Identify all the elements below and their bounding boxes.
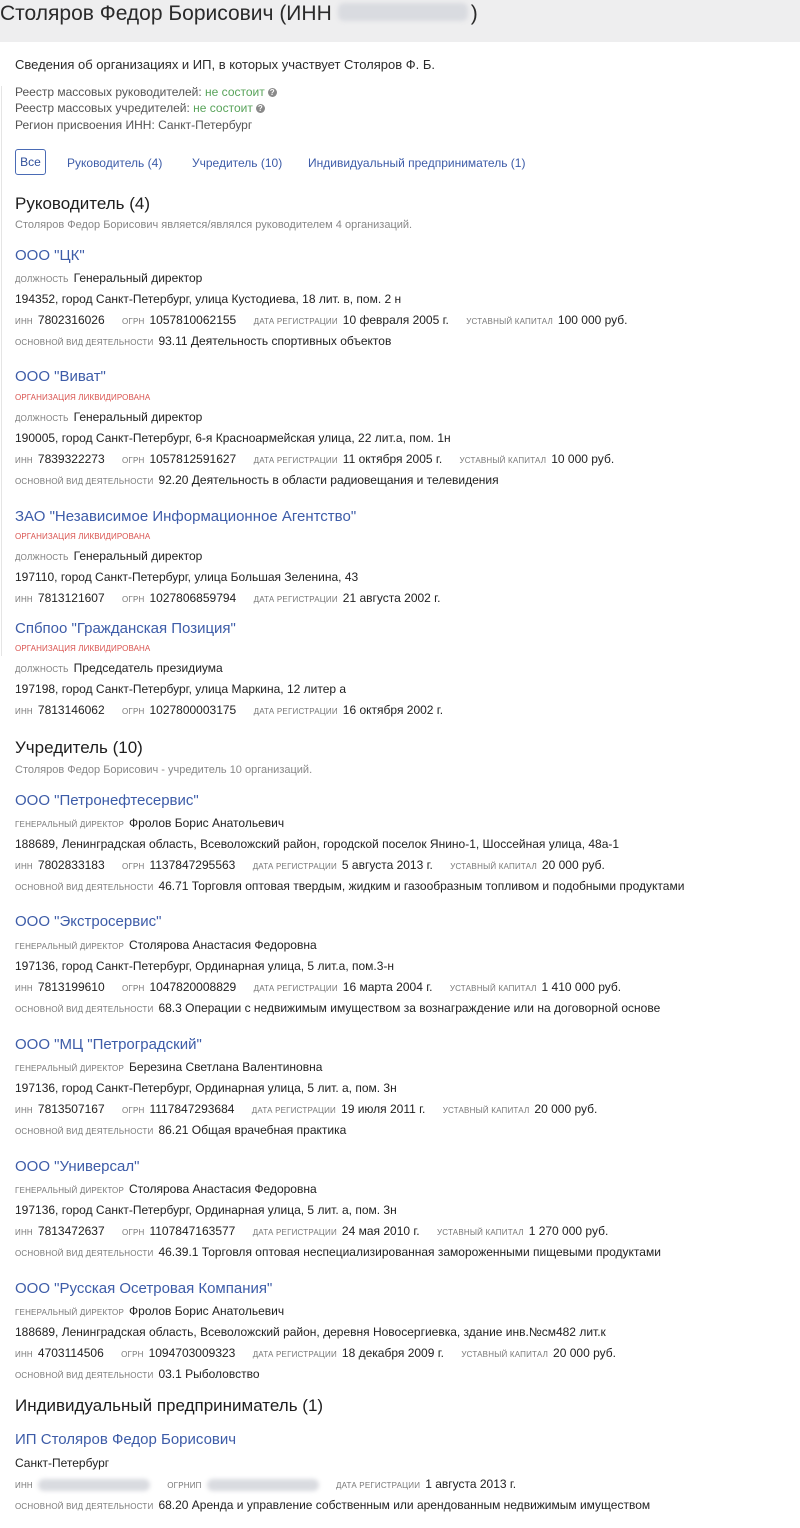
section-title-manager: Руководитель (4) [15,194,151,213]
redacted-ogrnip [207,1479,319,1491]
page-title: Столяров Федор Борисович (ИНН ) [0,2,478,25]
org-link[interactable]: ООО "Виват" [15,368,106,385]
mass-managers-status: не состоит [205,85,265,99]
ip-activity-row: ОСНОВНОЙ ВИД ДЕЯТЕЛЬНОСТИ 68.20 Аренда и управление собственным или арендованным недвижимым имуществом [15,1498,651,1512]
org-details-row: ИНН 4703114506 ОГРН 1094703009323 ДАТА РЕГИСТРАЦИИ 18 декабря 2009 г. УСТАВНЫЙ КАПИТАЛ 20 000 руб. [15,1346,616,1360]
org-activity-row: ОСНОВНОЙ ВИД ДЕЯТЕЛЬНОСТИ 92.20 Деятельность в области радиовещания и телевидения [15,473,499,487]
tab-founder[interactable]: Учредитель (10) [192,156,283,170]
liquidated-badge: ОРГАНИЗАЦИЯ ЛИКВИДИРОВАНА [15,532,151,541]
redacted-inn [38,1479,150,1491]
org-details-row: ИНН 7813146062 ОГРН 1027800003175 ДАТА РЕГИСТРАЦИИ 16 октября 2002 г. [15,703,444,717]
help-icon[interactable]: ? [256,104,265,113]
tab-all[interactable]: Все [15,149,46,175]
org-link[interactable]: ООО "ЦК" [15,247,85,264]
org-link[interactable]: Спбпоо "Гражданская Позиция" [15,620,236,637]
org-activity-row: ОСНОВНОЙ ВИД ДЕЯТЕЛЬНОСТИ 93.11 Деятельность спортивных объектов [15,334,392,348]
main-content [0,42,800,1528]
org-address: 188689, Ленинградская область, Всеволожский район, деревня Новосергиевка, здание инв.№см482 лит.к [15,1325,606,1339]
inn-region: Регион присвоения ИНН: Санкт-Петербург [15,118,253,132]
mass-founders-row: Реестр массовых учредителей: не состоит ? [15,101,265,115]
org-position-row: ДОЛЖНОСТЬ Председатель президиума [15,661,223,675]
section-subtitle-founder: Столяров Федор Борисович - учредитель 10 организаций. [15,764,313,776]
liquidated-badge: ОРГАНИЗАЦИЯ ЛИКВИДИРОВАНА [15,644,151,653]
org-position-row: ДОЛЖНОСТЬ Генеральный директор [15,410,203,424]
org-details-row: ИНН 7802833183 ОГРН 1137847295563 ДАТА РЕГИСТРАЦИИ 5 августа 2013 г. УСТАВНЫЙ КАПИТАЛ 20 000 руб. [15,858,605,872]
mass-managers-row: Реестр массовых руководителей: не состоит ? [15,85,277,99]
org-activity-row: ОСНОВНОЙ ВИД ДЕЯТЕЛЬНОСТИ 46.39.1 Торговля оптовая неспециализированная замороженными пищевыми продуктами [15,1245,661,1259]
org-details-row: ИНН 7813199610 ОГРН 1047820008829 ДАТА РЕГИСТРАЦИИ 16 марта 2004 г. УСТАВНЫЙ КАПИТАЛ 1 410 000 руб. [15,980,622,994]
liquidated-badge: ОРГАНИЗАЦИЯ ЛИКВИДИРОВАНА [15,393,151,402]
org-link[interactable]: ООО "Универсал" [15,1158,140,1175]
ip-region: Санкт-Петербург [15,1456,110,1470]
org-details-row: ИНН 7839322273 ОГРН 1057812591627 ДАТА РЕГИСТРАЦИИ 11 октября 2005 г. УСТАВНЫЙ КАПИТАЛ 10 000 руб. [15,452,615,466]
redacted-inn [338,3,468,21]
section-subtitle-manager: Столяров Федор Борисович является/являлся руководителем 4 организаций. [15,219,413,231]
org-position-row: ДОЛЖНОСТЬ Генеральный директор [15,271,203,285]
tab-manager[interactable]: Руководитель (4) [67,156,163,170]
org-address: 190005, город Санкт-Петербург, 6-я Красноармейская улица, 22 лит.а, пом. 1н [15,431,451,445]
org-activity-row: ОСНОВНОЙ ВИД ДЕЯТЕЛЬНОСТИ 86.21 Общая врачебная практика [15,1123,347,1137]
org-link[interactable]: ООО "Русская Осетровая Компания" [15,1280,273,1297]
org-link[interactable]: ООО "Петронефтесервис" [15,792,199,809]
section-title-entrepreneur: Индивидуальный предприниматель (1) [15,1396,324,1415]
page-header [0,0,800,42]
org-details-row: ИНН 7813507167 ОГРН 1117847293684 ДАТА РЕГИСТРАЦИИ 19 июля 2011 г. УСТАВНЫЙ КАПИТАЛ 20 000 руб. [15,1102,598,1116]
org-address: 197136, город Санкт-Петербург, Ординарная улица, 5 лит.а, пом.3-н [15,959,395,973]
org-activity-row: ОСНОВНОЙ ВИД ДЕЯТЕЛЬНОСТИ 03.1 Рыболовство [15,1367,260,1381]
org-director-row: ГЕНЕРАЛЬНЫЙ ДИРЕКТОР Фролов Борис Анатольевич [15,816,285,830]
org-link[interactable]: ООО "Экстросервис" [15,913,162,930]
left-divider [1,86,2,656]
org-address: 188689, Ленинградская область, Всеволожский район, городской поселок Янино-1, Шоссейная улица, 48а-1 [15,837,620,851]
section-title-founder: Учредитель (10) [15,738,143,757]
org-link[interactable]: ЗАО "Независимое Информационное Агентство" [15,508,357,525]
org-director-row: ГЕНЕРАЛЬНЫЙ ДИРЕКТОР Столярова Анастасия Федоровна [15,938,317,952]
org-address: 194352, город Санкт-Петербург, улица Кустодиева, 18 лит. в, пом. 2 н [15,292,402,306]
org-director-row: ГЕНЕРАЛЬНЫЙ ДИРЕКТОР Столярова Анастасия Федоровна [15,1182,317,1196]
help-icon[interactable]: ? [268,88,277,97]
ip-details-row: ИНН ОГРНИП ДАТА РЕГИСТРАЦИИ 1 августа 2013 г. [15,1477,517,1491]
org-address: 197136, город Санкт-Петербург, Ординарная улица, 5 лит. а, пом. 3н [15,1203,397,1217]
tab-entrepreneur[interactable]: Индивидуальный предприниматель (1) [308,156,526,170]
org-address: 197198, город Санкт-Петербург, улица Маркина, 12 литер а [15,682,347,696]
org-director-row: ГЕНЕРАЛЬНЫЙ ДИРЕКТОР Фролов Борис Анатольевич [15,1304,285,1318]
org-address: 197110, город Санкт-Петербург, улица Большая Зеленина, 43 [15,570,359,584]
org-activity-row: ОСНОВНОЙ ВИД ДЕЯТЕЛЬНОСТИ 46.71 Торговля оптовая твердым, жидким и газообразным топливом и подобными продуктами [15,879,685,893]
org-position-row: ДОЛЖНОСТЬ Генеральный директор [15,549,203,563]
org-details-row: ИНН 7813121607 ОГРН 1027806859794 ДАТА РЕГИСТРАЦИИ 21 августа 2002 г. [15,591,441,605]
mass-founders-status: не состоит [193,101,253,115]
org-details-row: ИНН 7813472637 ОГРН 1107847163577 ДАТА РЕГИСТРАЦИИ 24 мая 2010 г. УСТАВНЫЙ КАПИТАЛ 1 270 000 руб. [15,1224,609,1238]
org-activity-row: ОСНОВНОЙ ВИД ДЕЯТЕЛЬНОСТИ 68.3 Операции с недвижимым имуществом за вознаграждение или на договорной основе [15,1001,661,1015]
org-details-row: ИНН 7802316026 ОГРН 1057810062155 ДАТА РЕГИСТРАЦИИ 10 февраля 2005 г. УСТАВНЫЙ КАПИТАЛ 100 000 руб. [15,313,628,327]
ip-link[interactable]: ИП Столяров Федор Борисович [15,1431,237,1448]
org-director-row: ГЕНЕРАЛЬНЫЙ ДИРЕКТОР Березина Светлана Валентиновна [15,1060,323,1074]
org-address: 197136, город Санкт-Петербург, Ординарная улица, 5 лит. а, пом. 3н [15,1081,397,1095]
org-link[interactable]: ООО "МЦ "Петроградский" [15,1036,202,1053]
intro-heading: Сведения об организациях и ИП, в которых участвует Столяров Ф. Б. [15,57,436,72]
